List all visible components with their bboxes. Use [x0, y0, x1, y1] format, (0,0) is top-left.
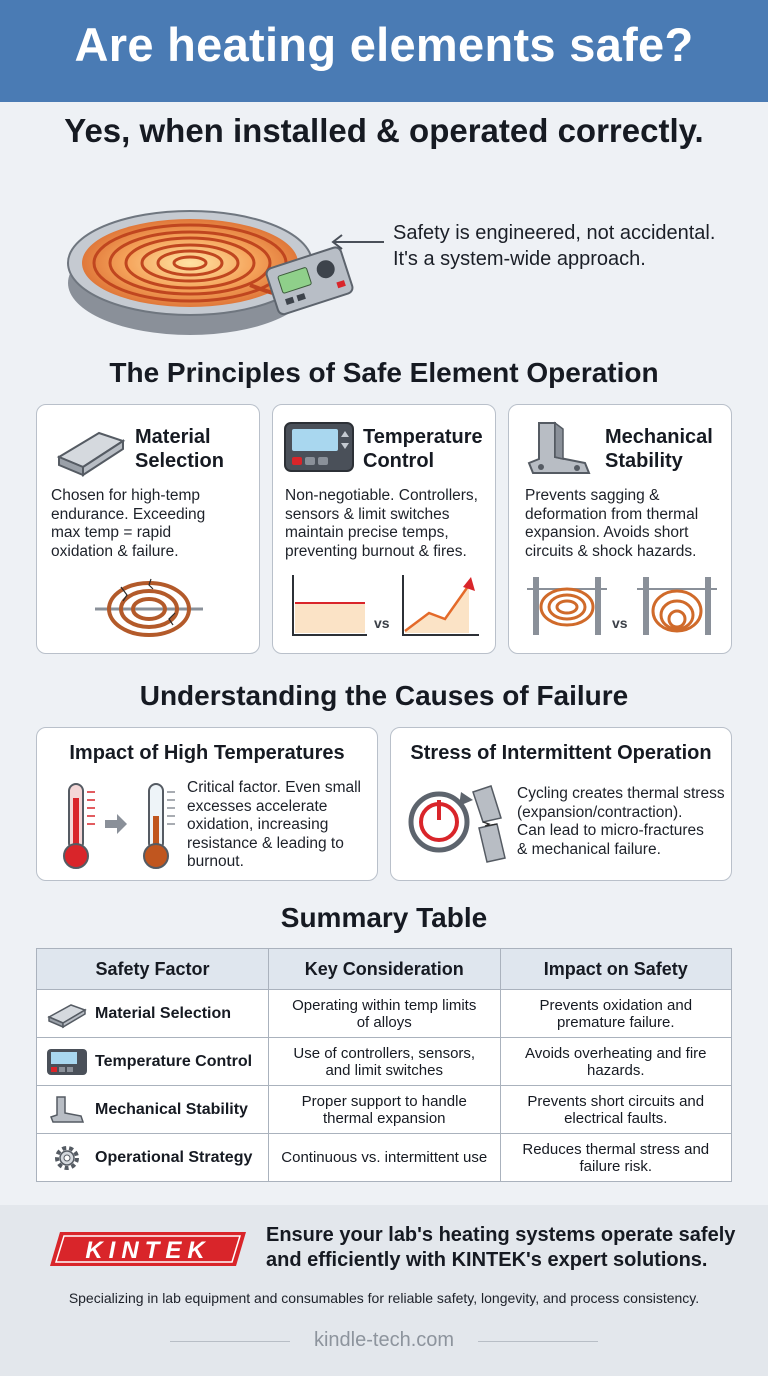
column-header: Impact on Safety: [500, 949, 731, 990]
principles-title: The Principles of Safe Element Operation: [109, 357, 659, 388]
table-row: Temperature Control Use of controllers, sensors, and limit switches Avoids overheating and fire hazards.: [37, 1038, 732, 1086]
oxidized-coil-icon: [91, 573, 207, 643]
column-header: Key Consideration: [268, 949, 500, 990]
controller-icon: [45, 1047, 89, 1077]
failure-title: Understanding the Causes of Failure: [139, 680, 629, 711]
card-material-selection: Material Selection Chosen for high-temp endurance. Exceeding max temp = rapid oxidation & failure.: [36, 404, 260, 654]
bracket-icon: [525, 419, 597, 481]
gear-icon: [45, 1143, 89, 1173]
card-text: Cycling creates thermal stress (expansion/contraction). Can lead to micro-fractures & mechanical failure.: [517, 785, 725, 858]
table-header-row: [37, 949, 732, 990]
card-text: Non-negotiable. Controllers, sensors & limit switches maintain precise temps, preventing burnout & fires.: [285, 487, 478, 560]
header-banner: [0, 0, 768, 102]
controller-icon: [283, 421, 355, 473]
metal-bar-icon: [45, 999, 89, 1029]
arrow-left-icon: [328, 232, 388, 252]
thermometer-icon: [59, 780, 189, 872]
bracket-icon: [45, 1095, 89, 1125]
table-row: Material Selection Operating within temp limits of alloys Prevents oxidation and premature failure.: [37, 990, 732, 1038]
power-cycle-icon: [405, 782, 515, 866]
summary-title: Summary Table: [280, 902, 488, 933]
website-link[interactable]: kindle-tech.com: [313, 1329, 455, 1351]
page-title: Are heating elements safe?: [74, 18, 694, 71]
card-text: Chosen for high-temp endurance. Exceeding max temp = rapid oxidation & failure.: [51, 487, 206, 560]
footer-cta: Ensure your lab's heating systems operate safely and efficiently with KINTEK's expert solutions.: [266, 1224, 736, 1271]
heating-element-illustration: [60, 165, 360, 345]
card-text: Critical factor. Even small excesses accelerate oxidation, increasing resistance & leading to burnout.: [187, 779, 361, 870]
kintek-logo: [48, 1230, 248, 1268]
summary-table: [36, 948, 732, 1182]
page-subtitle: Yes, when installed & operated correctly.: [64, 112, 704, 149]
svg-text:KINTEK: KINTEK: [85, 1237, 211, 1264]
vs-label: vs: [612, 615, 628, 631]
rising-temp-graph-icon: [399, 573, 481, 639]
card-text: Prevents sagging & deformation from thermal expansion. Avoids short circuits & shock hazards.: [525, 487, 699, 560]
sagging-coil-icon: [635, 573, 719, 639]
hero-note: Safety is engineered, not accidental. It's a system-wide approach.: [393, 222, 716, 270]
supported-coil-icon: [525, 573, 609, 639]
vs-label: vs: [374, 615, 390, 631]
stable-temp-graph-icon: [289, 573, 369, 639]
table-row: Operational Strategy Continuous vs. intermittent use Reduces thermal stress and failure risk.: [37, 1134, 732, 1182]
column-header: Safety Factor: [37, 949, 269, 990]
card-intermittent-operation: Stress of Intermittent Operation Cycling creates thermal stress (expansion/contraction). Can lead to micro-fractures & mechanical failure.: [390, 727, 732, 881]
table-row: Mechanical Stability Proper support to handle thermal expansion Prevents short circuits and electrical faults.: [37, 1086, 732, 1134]
card-high-temperatures: Impact of High Temperatures Critical factor. Even small excesses accelerate oxidation, increasing resistance & leading to burnout.: [36, 727, 378, 881]
card-temperature-control: Temperature Control Non-negotiable. Controllers, sensors & limit switches maintain precise temps, preventing burnout & fires. vs: [272, 404, 496, 654]
metal-bar-icon: [51, 419, 131, 479]
footer-tagline: Specializing in lab equipment and consumables for reliable safety, longevity, and process consistency.: [68, 1290, 700, 1306]
card-mechanical-stability: Mechanical Stability Prevents sagging & deformation from thermal expansion. Avoids short circuits & shock hazards. vs: [508, 404, 732, 654]
